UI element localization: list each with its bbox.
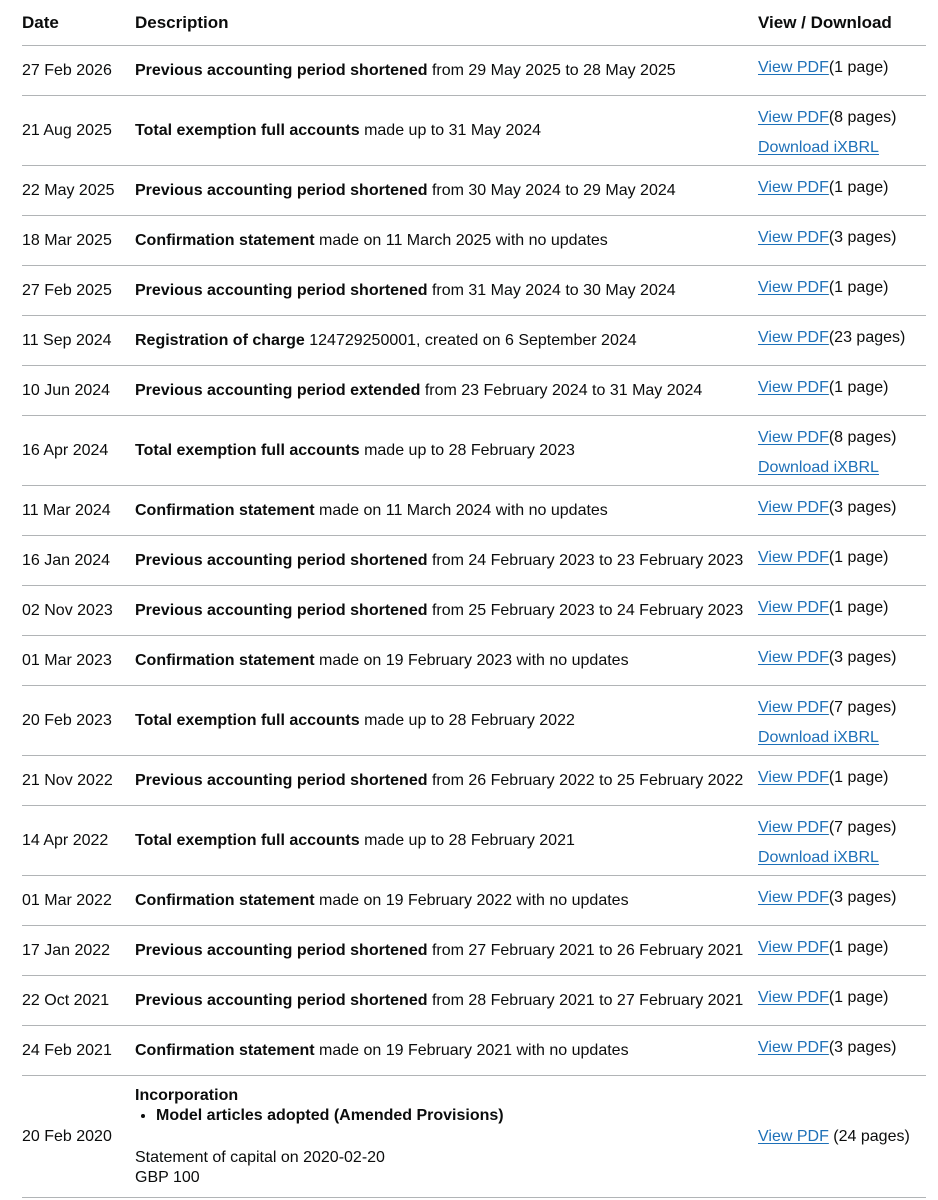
filing-description xyxy=(135,806,758,876)
table-row xyxy=(22,756,926,806)
page-count: (1 page) xyxy=(828,59,889,76)
filing-detail: made on 19 February 2023 with no updates xyxy=(314,651,629,669)
filing-date: 11 Sep 2024 xyxy=(22,316,135,366)
view-download-cell xyxy=(758,1076,926,1198)
table-header-row xyxy=(22,0,926,46)
filing-date: 14 Apr 2022 xyxy=(22,806,135,876)
view-download-cell xyxy=(758,46,926,96)
filing-type: Registration of charge xyxy=(135,331,305,349)
view-pdf-link[interactable]: View PDF xyxy=(758,379,829,396)
view-download-cell xyxy=(758,316,926,366)
filing-detail: made on 11 March 2024 with no updates xyxy=(314,501,608,519)
view-download-cell xyxy=(758,586,926,636)
view-download-cell xyxy=(758,876,926,926)
filing-type: Confirmation statement xyxy=(135,501,315,519)
view-pdf-link[interactable]: View PDF xyxy=(758,329,829,346)
view-download-cell xyxy=(758,536,926,586)
table-row xyxy=(22,926,926,976)
filing-type: Confirmation statement xyxy=(135,231,315,249)
view-download-cell xyxy=(758,96,926,166)
view-download-cell xyxy=(758,1026,926,1076)
filing-date: 27 Feb 2025 xyxy=(22,266,135,316)
download-ixbrl-link[interactable]: Download iXBRL xyxy=(758,849,879,866)
view-download-cell xyxy=(758,926,926,976)
table-row xyxy=(22,266,926,316)
page-count: (7 pages) xyxy=(828,699,897,716)
filing-type: Previous accounting period shortened xyxy=(135,61,428,79)
view-download-cell xyxy=(758,486,926,536)
filing-date: 21 Aug 2025 xyxy=(22,96,135,166)
filing-date: 11 Mar 2024 xyxy=(22,486,135,536)
page-count: (1 page) xyxy=(828,279,889,296)
page-count: (8 pages) xyxy=(828,429,897,446)
view-pdf-link[interactable]: View PDF xyxy=(758,699,829,716)
page-count: (1 page) xyxy=(828,939,889,956)
filing-detail: from 24 February 2023 to 23 February 2023 xyxy=(427,551,744,569)
filing-detail: 124729250001, created on 6 September 2024 xyxy=(304,331,637,349)
filing-description xyxy=(135,166,758,216)
view-pdf-link[interactable]: View PDF xyxy=(758,279,829,296)
table-row xyxy=(22,166,926,216)
filing-detail: from 28 February 2021 to 27 February 2021 xyxy=(427,991,744,1009)
filing-description xyxy=(135,416,758,486)
filing-detail: made up to 28 February 2023 xyxy=(359,441,575,459)
page-count: (1 page) xyxy=(828,179,889,196)
filing-type: Confirmation statement xyxy=(135,891,315,909)
filing-description xyxy=(135,876,758,926)
page-count: (3 pages) xyxy=(828,649,897,666)
view-download-cell xyxy=(758,166,926,216)
page-count: (24 pages) xyxy=(833,1127,910,1145)
view-download-cell xyxy=(758,636,926,686)
download-ixbrl-link[interactable]: Download iXBRL xyxy=(758,139,879,156)
view-pdf-link[interactable]: View PDF xyxy=(758,549,829,566)
filing-detail: from 31 May 2024 to 30 May 2024 xyxy=(427,281,676,299)
page-count: (1 page) xyxy=(828,769,889,786)
filing-description xyxy=(135,756,758,806)
view-pdf-link[interactable]: View PDF xyxy=(758,599,829,616)
filing-date: 21 Nov 2022 xyxy=(22,756,135,806)
incorporation-list xyxy=(135,1106,758,1126)
table-row xyxy=(22,316,926,366)
view-pdf-link[interactable]: View PDF xyxy=(758,429,829,446)
filing-detail: from 29 May 2025 to 28 May 2025 xyxy=(427,61,676,79)
filing-detail: made up to 28 February 2021 xyxy=(359,831,575,849)
filing-detail: made on 11 March 2025 with no updates xyxy=(314,231,608,249)
filing-description xyxy=(135,216,758,266)
download-ixbrl-link[interactable]: Download iXBRL xyxy=(758,729,879,746)
view-pdf-link[interactable]: View PDF xyxy=(758,179,829,196)
filing-date: 10 Jun 2024 xyxy=(22,366,135,416)
filing-type: Total exemption full accounts xyxy=(135,441,360,459)
filing-description xyxy=(135,686,758,756)
download-line xyxy=(758,848,926,868)
table-row xyxy=(22,586,926,636)
filing-detail: from 23 February 2024 to 31 May 2024 xyxy=(420,381,703,399)
filing-type: Previous accounting period shortened xyxy=(135,771,428,789)
filing-detail: from 26 February 2022 to 25 February 2022 xyxy=(427,771,744,789)
filing-detail: from 25 February 2023 to 24 February 2023 xyxy=(427,601,744,619)
column-header-date: Date xyxy=(22,0,135,46)
view-download-cell xyxy=(758,976,926,1026)
table-row xyxy=(22,46,926,96)
table-row xyxy=(22,806,926,876)
filing-detail: made up to 28 February 2022 xyxy=(359,711,575,729)
filing-description xyxy=(135,1026,758,1076)
filing-date: 20 Feb 2023 xyxy=(22,686,135,756)
filing-date: 16 Apr 2024 xyxy=(22,416,135,486)
view-download-cell xyxy=(758,806,926,876)
view-pdf-link[interactable]: View PDF xyxy=(758,889,829,906)
filing-description xyxy=(135,316,758,366)
download-line xyxy=(758,138,926,158)
view-download-cell xyxy=(758,686,926,756)
filing-type: Confirmation statement xyxy=(135,651,315,669)
page-count: (1 page) xyxy=(828,989,889,1006)
filing-date: 24 Feb 2021 xyxy=(22,1026,135,1076)
table-row xyxy=(22,216,926,266)
filing-date: 01 Mar 2022 xyxy=(22,876,135,926)
table-row xyxy=(22,1026,926,1076)
filing-date: 02 Nov 2023 xyxy=(22,586,135,636)
filing-type: Previous accounting period shortened xyxy=(135,181,428,199)
filing-type: Total exemption full accounts xyxy=(135,831,360,849)
view-pdf-link[interactable]: View PDF xyxy=(758,649,829,666)
filing-type: Previous accounting period shortened xyxy=(135,601,428,619)
filing-type: Previous accounting period extended xyxy=(135,381,421,399)
filing-detail: from 27 February 2021 to 26 February 2021 xyxy=(427,941,744,959)
statement-of-capital: Statement of capital on 2020-02-20 xyxy=(135,1148,385,1166)
view-pdf-link[interactable]: View PDF xyxy=(758,499,829,516)
filing-description xyxy=(135,636,758,686)
filing-date: 18 Mar 2025 xyxy=(22,216,135,266)
filing-type: Previous accounting period shortened xyxy=(135,941,428,959)
download-line xyxy=(758,728,926,748)
incorporation-title: Incorporation xyxy=(135,1086,239,1104)
page-count: (1 page) xyxy=(828,549,889,566)
filing-description xyxy=(135,366,758,416)
filing-date: 17 Jan 2022 xyxy=(22,926,135,976)
filing-description xyxy=(135,976,758,1026)
filing-description xyxy=(135,1076,758,1198)
filing-description xyxy=(135,536,758,586)
capital-value: GBP 100 xyxy=(135,1168,200,1186)
view-pdf-link[interactable]: View PDF xyxy=(758,59,829,76)
table-row xyxy=(22,486,926,536)
column-header-view-download: View / Download xyxy=(758,0,926,46)
filing-type: Previous accounting period shortened xyxy=(135,551,428,569)
table-row xyxy=(22,536,926,586)
filing-date: 22 Oct 2021 xyxy=(22,976,135,1026)
view-download-cell xyxy=(758,266,926,316)
filing-description xyxy=(135,266,758,316)
view-pdf-link[interactable]: View PDF xyxy=(758,819,829,836)
view-pdf-link[interactable]: View PDF xyxy=(758,1039,829,1056)
view-pdf-link[interactable]: View PDF xyxy=(758,989,829,1006)
table-row xyxy=(22,976,926,1026)
filing-description xyxy=(135,586,758,636)
view-pdf-link[interactable]: View PDF xyxy=(758,939,829,956)
page-count: (8 pages) xyxy=(828,109,897,126)
download-ixbrl-link[interactable]: Download iXBRL xyxy=(758,459,879,476)
table-row xyxy=(22,686,926,756)
table-row xyxy=(22,96,926,166)
filing-date: 16 Jan 2024 xyxy=(22,536,135,586)
page-count: (1 page) xyxy=(828,599,889,616)
view-pdf-link[interactable]: View PDF xyxy=(758,229,829,246)
filing-detail: made on 19 February 2022 with no updates xyxy=(314,891,629,909)
view-download-cell xyxy=(758,756,926,806)
table-row xyxy=(22,876,926,926)
filing-date: 22 May 2025 xyxy=(22,166,135,216)
view-download-cell xyxy=(758,216,926,266)
filing-description xyxy=(135,46,758,96)
filing-date: 01 Mar 2023 xyxy=(22,636,135,686)
spacer xyxy=(135,1126,758,1148)
page-count: (23 pages) xyxy=(828,329,906,346)
table-row xyxy=(22,366,926,416)
filing-type: Previous accounting period shortened xyxy=(135,991,428,1009)
page-count: (3 pages) xyxy=(828,1039,897,1056)
filing-date: 27 Feb 2026 xyxy=(22,46,135,96)
table-row-incorporation xyxy=(22,1076,926,1198)
filing-detail: from 30 May 2024 to 29 May 2024 xyxy=(427,181,676,199)
filing-type: Total exemption full accounts xyxy=(135,121,360,139)
column-header-description: Description xyxy=(135,0,758,46)
filing-detail: made up to 31 May 2024 xyxy=(359,121,542,139)
table-row xyxy=(22,416,926,486)
filing-description xyxy=(135,96,758,166)
page-count: (1 page) xyxy=(828,379,889,396)
view-pdf-link[interactable]: View PDF xyxy=(758,1127,829,1145)
filing-detail: made on 19 February 2021 with no updates xyxy=(314,1041,629,1059)
filing-history-table xyxy=(22,0,926,1198)
filing-description xyxy=(135,486,758,536)
filing-type: Previous accounting period shortened xyxy=(135,281,428,299)
page-count: (3 pages) xyxy=(828,889,897,906)
view-pdf-link[interactable]: View PDF xyxy=(758,769,829,786)
view-pdf-link[interactable]: View PDF xyxy=(758,109,829,126)
view-download-cell xyxy=(758,366,926,416)
incorporation-bullet: • Model articles adopted (Amended Provisions) xyxy=(156,1106,758,1126)
view-download-cell xyxy=(758,416,926,486)
page-count: (7 pages) xyxy=(828,819,897,836)
filing-description xyxy=(135,926,758,976)
filing-type: Confirmation statement xyxy=(135,1041,315,1059)
download-line xyxy=(758,458,926,478)
filing-date: 20 Feb 2020 xyxy=(22,1076,135,1198)
page-count: (3 pages) xyxy=(828,229,897,246)
filing-type: Total exemption full accounts xyxy=(135,711,360,729)
page-count: (3 pages) xyxy=(828,499,897,516)
table-row xyxy=(22,636,926,686)
